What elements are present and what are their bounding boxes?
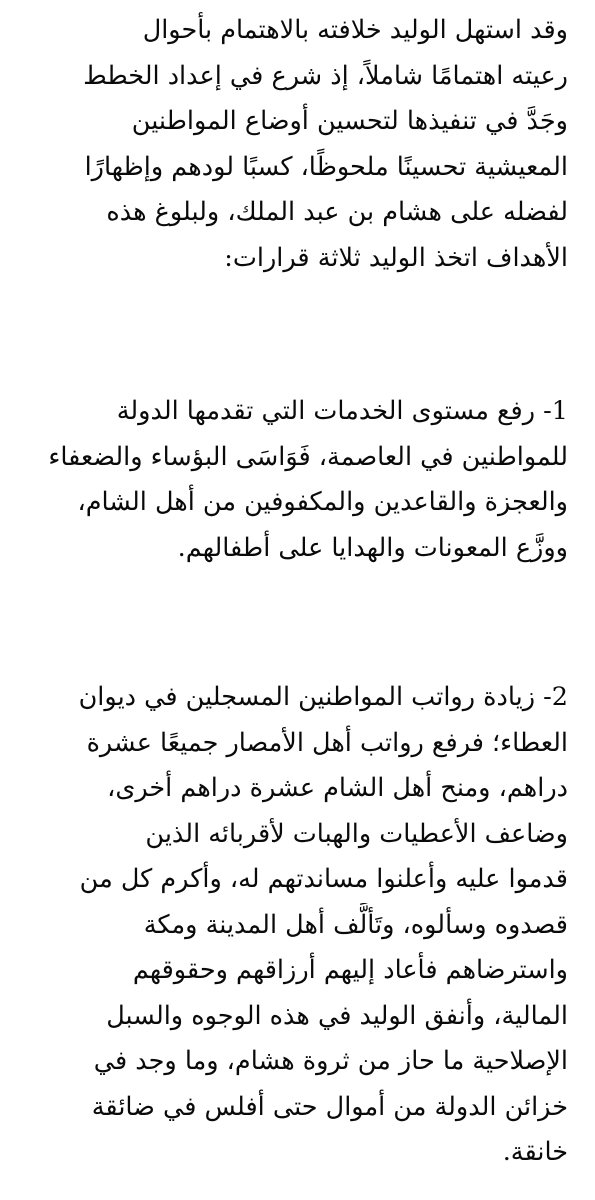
text-line: للمواطنين في العاصمة، فَوَاسَى البؤساء والضعفاء — [48, 441, 568, 472]
text-line: الإصلاحية ما حاز من ثروة هشام، وما وجد في — [93, 1046, 568, 1076]
text-line: 1- رفع مستوى الخدمات التي تقدمها الدولة — [116, 396, 568, 426]
text-line: وضاعف الأعطيات والهبات لأقربائه الذين — [145, 818, 568, 849]
text-line: وقد استهل الوليد خلافته بالاهتمام بأحوال — [142, 15, 568, 45]
text-line: الأهداف اتخذ الوليد ثلاثة قرارات: — [224, 242, 568, 273]
text-line: والعجزة والقاعدين والمكفوفين من أهل الشام، — [77, 487, 568, 517]
text-line: لفضله على هشام بن عبد الملك، ولبلوغ هذه — [106, 197, 568, 227]
text-line: العطاء؛ فرفع رواتب أهل الأمصار جميعًا عشرة — [86, 727, 568, 758]
text-line: قصدوه وسألوه، وتَألَّف أهل المدينة ومكة — [143, 909, 568, 940]
text-line: قدموا عليه وأعلنوا مساندتهم له، وأكرم كل من — [79, 864, 568, 894]
text-line: ووزَّع المعونات والهدايا على أطفالهم. — [177, 532, 568, 563]
text-line: خزائن الدولة من أموال حتى أفلس في ضائقة — [91, 1091, 568, 1122]
text-line: خانقة. — [502, 1137, 568, 1167]
intro-paragraph — [27, 8, 568, 281]
text-line: 2- زيادة رواتب المواطنين المسجلين في ديوان — [78, 682, 568, 712]
text-line: دراهم، ومنح أهل الشام عشرة دراهم أخرى، — [107, 773, 568, 803]
text-line: وجَدَّ في تنفيذها لتحسين أوضاع المواطنين — [131, 106, 568, 136]
decision-two-paragraph — [27, 675, 568, 1176]
text-line: المعيشية تحسينًا ملحوظًا، كسبًا لودهم وإظهارًا — [84, 151, 568, 182]
text-line: المالية، وأنفق الوليد في هذه الوجوه والسبل — [106, 1000, 568, 1031]
text-line: واسترضاهم فأعاد إليهم أرزاقهم وحقوقهم — [132, 955, 568, 985]
decision-one-paragraph — [27, 389, 568, 571]
text-line: رعيته اهتمامًا شاملاً، إذ شرع في إعداد الخطط — [83, 60, 568, 91]
